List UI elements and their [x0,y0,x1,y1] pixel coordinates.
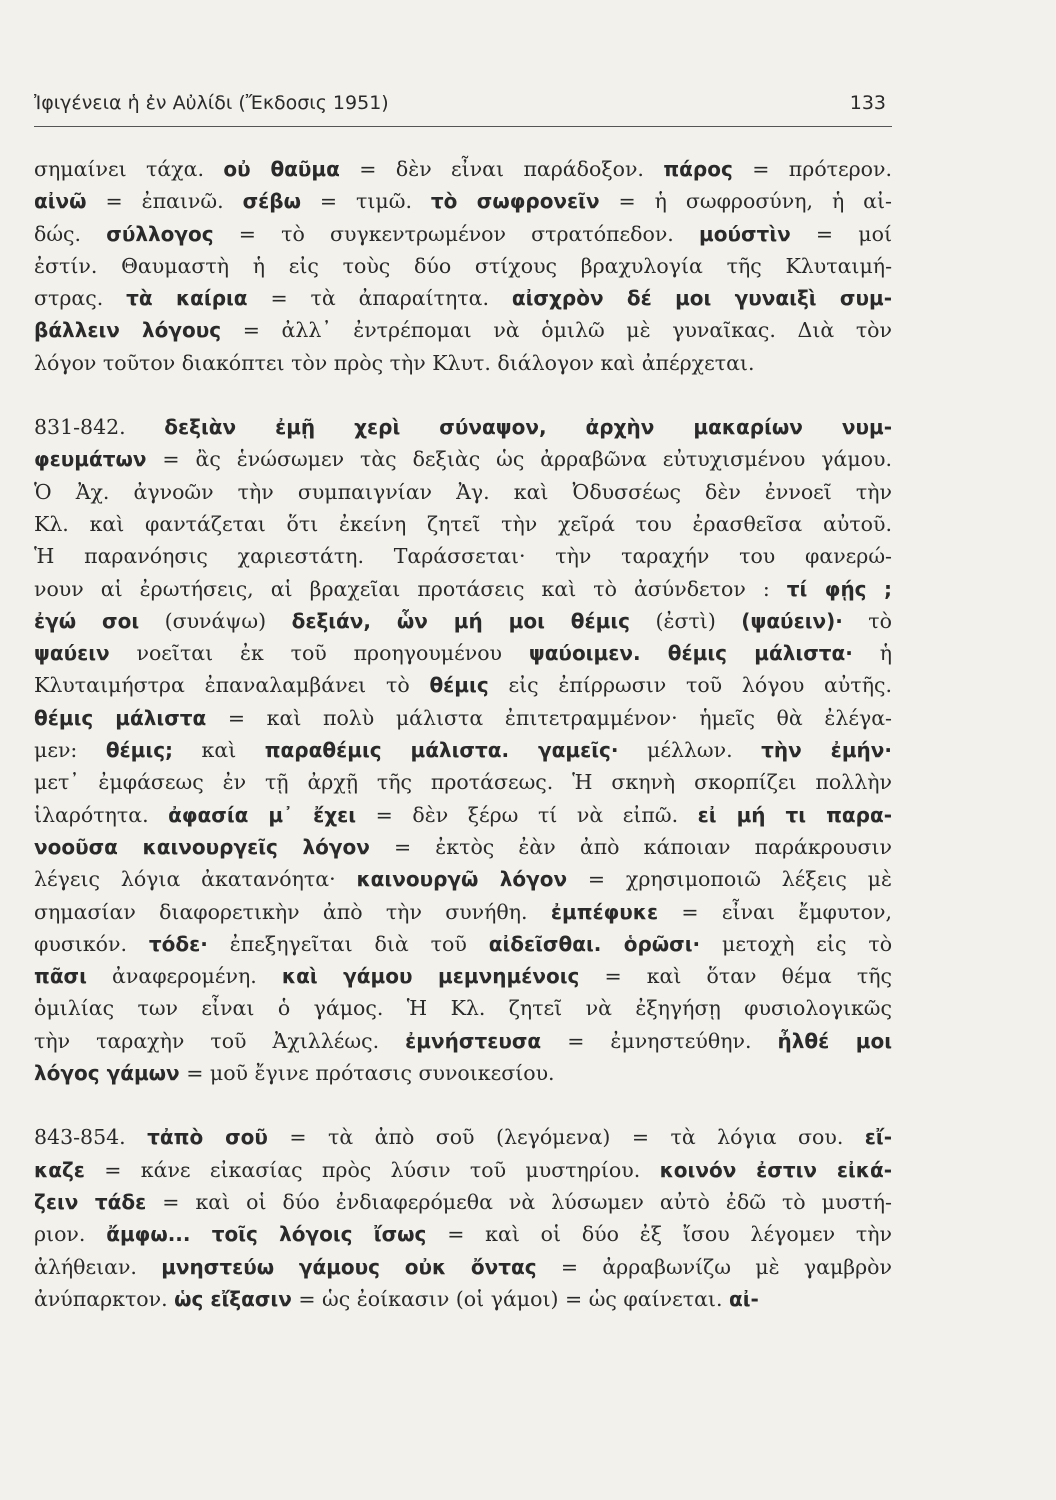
gloss-text: = πρότερον. [732,157,892,181]
gloss-text: ριον. [34,1222,107,1247]
text-line [34,605,892,637]
gloss-text: Κλ. καὶ φαντάζεται ὅτι ἐκείνη ζητεῖ τὴν χεῖρά του ἐρασθεῖσα αὐτοῦ. [34,511,892,536]
text-line [34,1154,892,1186]
gloss-text: λέγεις λόγια ἀκατανόητα· [34,867,357,892]
text-line [34,508,892,540]
lemma-term: καὶ γάμου μεμνημένοις [281,964,580,989]
gloss-text: = καὶ πολὺ μάλιστα ἐπιτετραμμένον· ἡμεῖς θὰ ἐλέγα- [206,705,892,730]
text-line [34,896,892,928]
lemma-term: ψαύειν [34,641,110,666]
lemma-term: ἐμπέφυκε [550,899,659,924]
gloss-text: Ὁ Ἀχ. ἀγνοῶν τὴν συμπαιγνίαν Ἀγ. καὶ Ὀδυσσέως δὲν ἐννοεῖ τὴν [34,479,892,504]
lemma-term: αἰσχρὸν δέ μοι γυναιξὶ συμ- [511,286,892,311]
lemma-term: αἰνῶ [34,189,87,214]
lemma-term: ὡς εἴξασιν [174,1286,292,1311]
gloss-text: ἡ [852,641,892,666]
gloss-text: σημαίνει τάχα. [34,157,224,181]
text-line [34,960,892,992]
text-line [34,573,892,605]
text-line [34,282,892,314]
lemma-term: σέβω [242,189,301,214]
gloss-text: = ὡς ἐοίκασιν (οἱ γάμοι) = ὡς φαίνεται. [291,1286,729,1311]
commentary-paragraph [34,1121,892,1315]
gloss-text: δώς. [34,221,107,246]
lemma-term: τἀπὸ σοῦ [147,1125,268,1150]
commentary-body [34,153,892,1315]
running-header [34,92,886,114]
gloss-text: μέλλων. [618,738,762,763]
lemma-term: ζειν τάδε [34,1189,147,1214]
lemma-term: ψαύοιμεν. θέμις μάλιστα· [528,641,853,666]
text-line [34,185,892,217]
commentary-paragraph [34,411,892,1089]
gloss-text: = κάνε εἰκασίας πρὸς λύσιν τοῦ μυστηρίου. [84,1157,660,1182]
lemma-term: εἰ μή τι παρα- [697,802,893,827]
lemma-term: παραθέμις μάλιστα. γαμεῖς· [264,738,619,763]
gloss-text: = ἀρραβωνίζω μὲ γαμβρὸν [536,1254,892,1279]
text-line [34,443,892,475]
gloss-text: (συνάψω) [139,608,292,633]
lemma-term: μούστὶν [699,221,791,246]
gloss-text: λόγον τοῦτον διακόπτει τὸν πρὸς τὴν Κλυτ. διάλογον καὶ ἀπέρχεται. [34,350,755,375]
text-line [34,1121,892,1153]
lemma-term: καζε [34,1157,85,1182]
gloss-text: εἰς ἐπίρρωσιν τοῦ λόγου αὐτῆς. [488,673,892,698]
commentary-paragraph [34,153,892,379]
lemma-term: θέμις μάλιστα [34,705,207,730]
gloss-text: 831-842. [34,415,165,440]
gloss-text: = ἀλλ᾽ ἐντρέπομαι νὰ ὁμιλῶ μὲ γυναῖκας. Διὰ τὸν [221,318,892,343]
gloss-text: μετ᾽ ἐμφάσεως ἐν τῇ ἀρχῇ τῆς προτάσεως. Ἡ σκηνὴ σκορπίζει πολλὴν [34,770,892,795]
lemma-term: φευμάτων [34,447,147,472]
text-line [34,928,892,960]
lemma-term: αἰδεῖσθαι. ὁρῶσι· [488,931,701,956]
gloss-text: ἀλήθειαν. [34,1254,162,1279]
lemma-term: θέμις; [105,738,174,763]
text-line [34,1186,892,1218]
lemma-term: ἐμνήστευσα [405,1028,542,1053]
gloss-text: = τὰ ἀπαραίτητα. [247,286,512,311]
text-line [34,1057,892,1089]
gloss-text: = τὰ ἀπὸ σοῦ (λεγόμενα) = τὰ λόγια σου. [267,1125,865,1150]
lemma-term: λόγος γάμων [34,1061,180,1086]
gloss-text: νοεῖται ἐκ τοῦ προηγουμένου [109,641,529,666]
text-line [34,1025,892,1057]
text-line [34,766,892,798]
gloss-text: = χρησιμοποιῶ λέξεις μὲ [567,867,892,892]
gloss-text: = δὲν εἶναι παράδοξον. [339,157,664,181]
gloss-text: = καὶ οἱ δύο ἐνδιαφερόμεθα νὰ λύσωμεν αὐτὸ ἐδῶ τὸ μυστή- [146,1189,892,1214]
gloss-text: μετοχὴ εἰς τὸ [700,931,893,956]
gloss-text: 843-854. [34,1125,148,1150]
gloss-text: σημασίαν διαφορετικὴν ἀπὸ τὴν συνήθη. [34,899,551,924]
gloss-text: νουν αἱ ἐρωτήσεις, αἱ βραχεῖαι προτάσεις καὶ τὸ ἀσύνδετον : [34,576,787,601]
lemma-term: τὸ σωφρονεῖν [430,189,600,214]
lemma-term: ἦλθέ μοι [777,1028,892,1053]
text-line [34,831,892,863]
lemma-term: σύλλογος [106,221,214,246]
lemma-term: δεξιὰν ἐμῇ χερὶ σύναψον, ἀρχὴν μακαρίων νυμ- [164,415,893,440]
gloss-text: ἐπεξηγεῖται διὰ τοῦ [207,931,489,956]
lemma-term: δεξιάν, ὧν μή μοι θέμις [291,608,631,633]
gloss-text: = καὶ ὅταν θέμα τῆς [579,964,892,989]
header-rule [34,126,892,127]
gloss-text: ἱλαρότητα. [34,802,169,827]
lemma-term: κοινόν ἐστιν εἰκά- [659,1157,892,1182]
gloss-text: ἀναφερομένη. [86,964,282,989]
lemma-term: τὴν ἐμήν· [761,738,892,763]
lemma-term: πᾶσι [34,964,87,989]
text-line [34,314,892,346]
text-line [34,702,892,734]
lemma-term: πάρος [663,157,733,181]
gloss-text: καὶ [173,738,265,763]
text-line [34,1218,892,1250]
lemma-term: καινουργῶ λόγον [356,867,568,892]
text-line [34,250,892,282]
gloss-text: = δὲν ξέρω τί νὰ εἰπῶ. [356,802,698,827]
gloss-text: ἐστίν. Θαυμαστὴ ἡ εἰς τοὺς δύο στίχους βραχυλογία τῆς Κλυταιμή- [34,253,892,278]
text-line [34,476,892,508]
lemma-term: οὐ θαῦμα [223,157,340,181]
gloss-text: φυσικόν. [34,931,149,956]
lemma-term: ἀφασία μ᾽ ἔχει [168,802,357,827]
gloss-text: μεν: [34,738,106,763]
lemma-term: τόδε· [148,931,208,956]
text-line [34,347,892,379]
text-line [34,540,892,572]
text-line [34,411,892,443]
text-line [34,669,892,701]
gloss-text: = ἐκτὸς ἐὰν ἀπὸ κάποιαν παράκρουσιν [369,834,892,859]
page-number: 133 [849,92,886,114]
lemma-term: θέμις [429,673,489,698]
gloss-text: τὴν ταραχὴν τοῦ Ἀχιλλέως. [34,1028,406,1053]
lemma-term: εἴ- [864,1125,893,1150]
gloss-text: = καὶ οἱ δύο ἐξ ἴσου λέγομεν τὴν [426,1222,892,1247]
lemma-term: βάλλειν λόγους [34,318,222,343]
text-line [34,1283,892,1315]
gloss-text: = ἐμνηστεύθην. [541,1028,778,1053]
text-line [34,1251,892,1283]
lemma-term: (ψαύειν)· [741,608,843,633]
text-line [34,992,892,1024]
gloss-text: Ἡ παρανόησις χαριεστάτη. Ταράσσεται· τὴν ταραχήν του φανερώ- [34,544,892,569]
gloss-text: = ἐπαινῶ. [86,189,243,214]
lemma-term: αἰ- [729,1286,759,1311]
lemma-term: νοοῦσα καινουργεῖς λόγον [34,834,370,859]
gloss-text: (ἐστὶ) [630,608,742,633]
text-line [34,218,892,250]
lemma-term: ἄμφω... τοῖς λόγοις ἴσως [106,1222,427,1247]
gloss-text: = ἂς ἑνώσωμεν τὰς δεξιὰς ὡς ἀρραβῶνα εὐτυχισμένου γάμου. [146,447,892,472]
lemma-term: τὰ καίρια [126,286,248,311]
text-line [34,734,892,766]
gloss-text: στρας. [34,286,127,311]
text-line [34,799,892,831]
gloss-text: ὁμιλίας των εἶναι ὁ γάμος. Ἡ Κλ. ζητεῖ νὰ ἐξηγήσῃ φυσιολογικῶς [34,996,892,1021]
gloss-text: = ἡ σωφροσύνη, ἡ αἰ- [599,189,892,214]
gloss-text: = εἶναι ἔμφυτον, [658,899,892,924]
lemma-term: τί φῄς ; [786,576,893,601]
gloss-text: ἀνύπαρκτον. [34,1286,175,1311]
text-line [34,637,892,669]
lemma-term: ἐγώ σοι [34,608,140,633]
text-line [34,153,892,185]
gloss-text: = μοῦ ἔγινε πρότασις συνοικεσίου. [179,1061,555,1086]
lemma-term: μνηστεύω γάμους οὐκ ὄντας [161,1254,537,1279]
gloss-text: = τιμῶ. [300,189,431,214]
gloss-text: = τὸ συγκεντρωμένον στρατόπεδον. [213,221,700,246]
running-title: Ἰφιγένεια ἡ ἐν Αὐλίδι (Ἔκδοσις 1951) [34,92,389,114]
text-line [34,863,892,895]
gloss-text: τὸ [842,608,892,633]
gloss-text: = μοί [790,221,892,246]
gloss-text: Κλυταιμήστρα ἐπαναλαμβάνει τὸ [34,673,430,698]
